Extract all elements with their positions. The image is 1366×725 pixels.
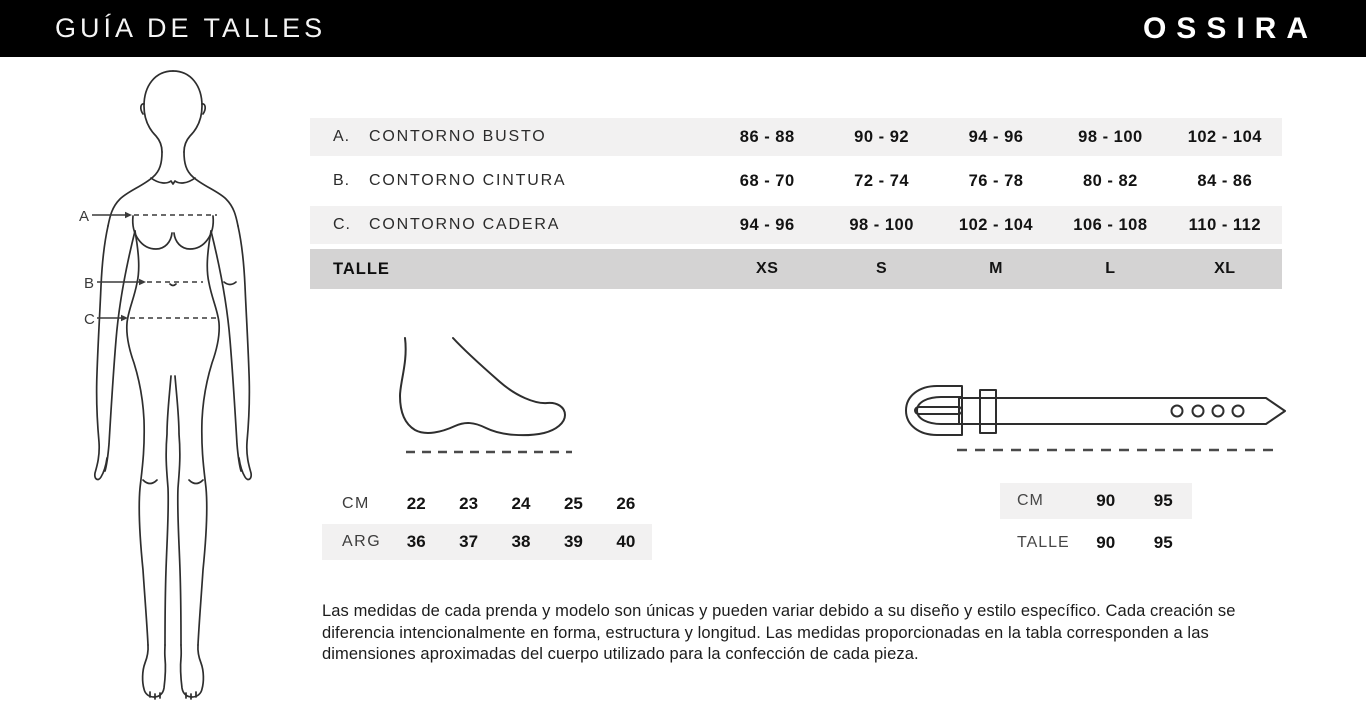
size-value: 76 - 78 [968, 171, 1024, 190]
talle-size-value: XL [1214, 260, 1236, 277]
belt-table-row [1000, 483, 1192, 519]
shoe-size-value: 22 [406, 494, 426, 513]
talle-size-value: S [876, 260, 888, 277]
shoe-size-value: 37 [459, 532, 479, 551]
shoe-size-value: 38 [511, 532, 531, 551]
size-value: 94 - 96 [968, 127, 1024, 146]
talle-size-value: XS [756, 260, 779, 277]
size-value: 102 - 104 [1187, 127, 1262, 146]
size-value: 102 - 104 [958, 215, 1034, 234]
size-value: 110 - 112 [1188, 215, 1262, 234]
belt-size-value: 95 [1153, 491, 1173, 510]
shoe-table [322, 486, 652, 562]
belt-row-label: TALLE [1017, 534, 1070, 551]
disclaimer-text: Las medidas de cada prenda y modelo son únicas y pueden variar debido a su diseño y estilo específico. Cada creación se diferencia intencionalmente en forma, estructura y longitud. Las medidas proporcionadas en la tabla corresponden a las dimensiones aproximadas del cuerpo utilizado para la confección de cada pieza. [322, 602, 1236, 663]
belt-row-label: CM [1017, 492, 1044, 509]
size-table-row [310, 162, 1282, 200]
size-row-letter: B. [333, 172, 351, 189]
talle-size-value: M [989, 260, 1003, 277]
measure-annotation-c [84, 311, 217, 328]
size-value: 80 - 82 [1082, 171, 1138, 190]
size-table-row [310, 206, 1282, 244]
size-row-label: CONTORNO BUSTO [369, 128, 547, 145]
belt-table [1000, 483, 1192, 567]
belt-size-value: 90 [1096, 491, 1116, 510]
size-value: 98 - 100 [1078, 127, 1143, 146]
shoe-size-value: 40 [616, 532, 636, 551]
talle-label: TALLE [333, 259, 390, 278]
figure-label-a: A [79, 208, 90, 225]
size-value: 98 - 100 [849, 215, 914, 234]
size-value: 68 - 70 [739, 171, 795, 190]
belt-size-value: 95 [1153, 533, 1173, 552]
shoe-size-value: 36 [406, 532, 426, 551]
size-value: 90 - 92 [854, 127, 910, 146]
size-value: 72 - 74 [854, 171, 910, 190]
size-table [310, 118, 1282, 289]
talle-row [310, 249, 1282, 289]
size-value: 94 - 96 [739, 215, 795, 234]
talle-size-value: L [1105, 260, 1116, 277]
size-value: 86 - 88 [739, 127, 795, 146]
shoe-size-value: 24 [511, 494, 531, 513]
shoe-table-row [322, 524, 652, 560]
belt-table-row [1000, 525, 1192, 561]
shoe-table-row [322, 486, 652, 522]
size-row-letter: A. [333, 128, 351, 145]
page-title: GUÍA DE TALLES [55, 13, 327, 43]
measure-annotation-a [79, 208, 217, 225]
shoe-row-label: ARG [342, 533, 382, 550]
belt-size-value: 90 [1096, 533, 1116, 552]
size-value: 106 - 108 [1073, 215, 1148, 234]
female-body-figure [55, 58, 305, 718]
brand-logo: OSSIRA [1142, 11, 1318, 45]
foot-illustration [398, 336, 578, 461]
size-value: 84 - 86 [1197, 171, 1253, 190]
figure-label-b: B [84, 275, 95, 292]
size-row-label: CONTORNO CADERA [369, 216, 561, 233]
size-table-row [310, 118, 1282, 156]
belt-illustration [903, 380, 1288, 458]
shoe-size-value: 26 [616, 494, 636, 513]
shoe-row-label: CM [342, 495, 370, 512]
shoe-size-value: 23 [459, 494, 479, 513]
size-row-label: CONTORNO CINTURA [369, 172, 567, 189]
size-row-letter: C. [333, 216, 351, 233]
shoe-size-value: 39 [563, 532, 583, 551]
shoe-size-value: 25 [563, 494, 583, 513]
figure-label-c: C [84, 311, 95, 328]
header-bar [0, 0, 1366, 57]
